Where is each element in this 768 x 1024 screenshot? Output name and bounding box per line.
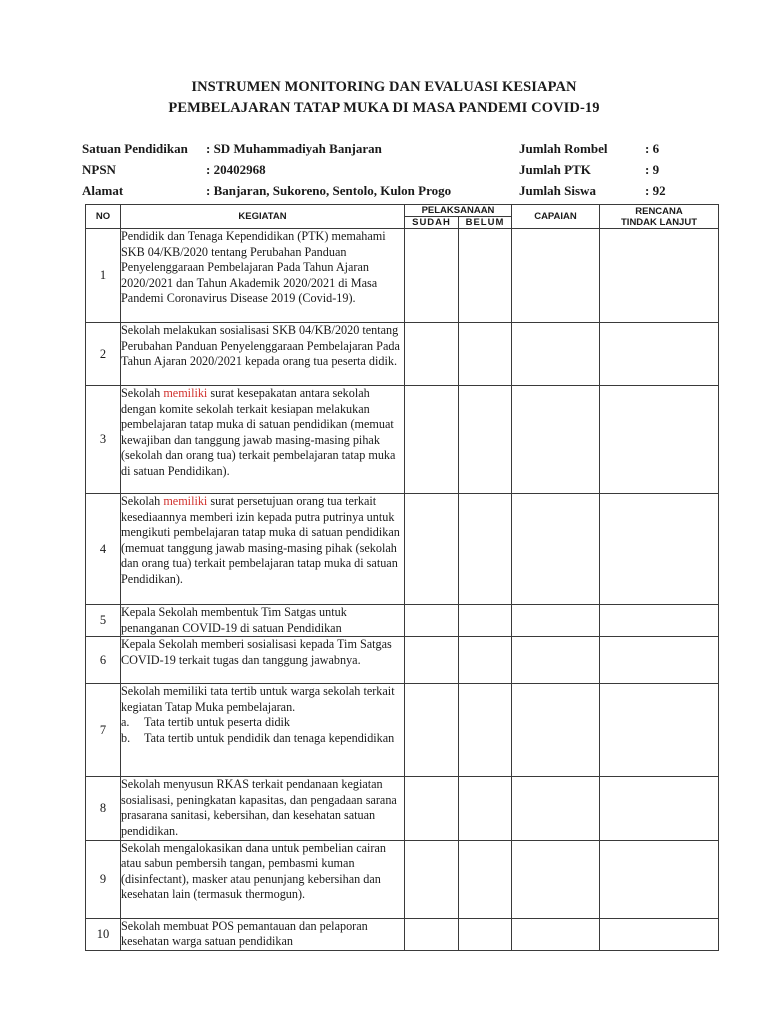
highlighted-word: memiliki — [163, 386, 208, 400]
header-pelaksanaan: PELAKSANAAN — [405, 205, 512, 217]
row-number: 2 — [86, 323, 121, 386]
belum-cell[interactable] — [459, 918, 512, 950]
belum-cell[interactable] — [459, 777, 512, 840]
belum-cell[interactable] — [459, 494, 512, 605]
row-number: 10 — [86, 918, 121, 950]
sudah-cell[interactable] — [405, 494, 459, 605]
header-rencana — [600, 205, 719, 229]
info-row-satuan — [82, 141, 682, 162]
highlighted-word: memiliki — [163, 494, 208, 508]
info-row-alamat — [82, 183, 682, 204]
row-number: 8 — [86, 777, 121, 840]
kegiatan-text-start: Sekolah — [121, 494, 164, 508]
kegiatan-text-end: surat kesepakatan antara sekolah dengan komite sekolah terkait kesiapan melakukan pembelajaran tatap muka di satuan pendidikan (memuat kewajiban dan tanggung jawab masing-masing pihak (sekolah dan orang tua) terkait pembelajaran tatap muka di satuan Pendidikan). — [121, 386, 396, 478]
capaian-cell[interactable] — [512, 918, 600, 950]
belum-cell[interactable] — [459, 605, 512, 637]
satuan-value: : SD Muhammadiyah Banjaran — [206, 141, 382, 156]
row-kegiatan: Kepala Sekolah membentuk Tim Satgas untuk penanganan COVID-19 di satuan Pendidikan — [121, 605, 405, 637]
capaian-cell[interactable] — [512, 386, 600, 494]
rencana-cell[interactable] — [600, 229, 719, 323]
sub-item-a-text: Tata tertib untuk peserta didik — [144, 715, 291, 730]
alamat-value: : Banjaran, Sukoreno, Sentolo, Kulon Progo — [206, 183, 452, 198]
sub-item-b — [121, 731, 404, 747]
sudah-cell[interactable] — [405, 605, 459, 637]
capaian-cell[interactable] — [512, 777, 600, 840]
school-info — [82, 141, 682, 204]
npsn-label: NPSN — [82, 162, 116, 177]
rencana-cell[interactable] — [600, 323, 719, 386]
belum-cell[interactable] — [459, 229, 512, 323]
row-kegiatan — [121, 494, 405, 605]
row-number: 3 — [86, 386, 121, 494]
rencana-cell[interactable] — [600, 840, 719, 918]
header-sudah: SUDAH — [405, 217, 459, 229]
rombel-value: : 6 — [645, 141, 660, 156]
row-kegiatan — [121, 684, 405, 777]
rombel-label: Jumlah Rombel — [519, 141, 608, 156]
capaian-cell[interactable] — [512, 323, 600, 386]
sudah-cell[interactable] — [405, 229, 459, 323]
kegiatan-text: Sekolah memiliki tata tertib untuk warga sekolah terkait kegiatan Tatap Muka pembelajaran. — [121, 684, 395, 714]
row-number: 7 — [86, 684, 121, 777]
table-row — [86, 323, 719, 386]
siswa-label: Jumlah Siswa — [519, 183, 596, 198]
rencana-cell[interactable] — [600, 386, 719, 494]
sub-item-b-text: Tata tertib untuk pendidik dan tenaga kependidikan — [144, 730, 395, 745]
kegiatan-text-end: surat persetujuan orang tua terkait kesediaannya memberi izin kepada putra putrinya untuk mengikuti pembelajaran tatap muka di satuan pendidikan (memuat tanggung jawab masing-masing pihak (sekolah dan orang tua) terkait pembelajaran tatap muka di satuan Pendidikan). — [121, 494, 400, 586]
header-rencana-line1: RENCANA — [635, 205, 683, 217]
rencana-cell[interactable] — [600, 684, 719, 777]
row-kegiatan: Pendidik dan Tenaga Kependidikan (PTK) memahami SKB 04/KB/2020 tentang Perubahan Panduan Penyelenggaraan Pembelajaran Pada Tahun Ajaran 2020/2021 dan Tahun Akademik 2020/2021 di Masa Pandemi Coronavirus Disease 2019 (Covid-19). — [121, 229, 405, 323]
header-rencana-line2: TINDAK LANJUT — [621, 216, 697, 228]
table-row — [86, 840, 719, 918]
row-kegiatan: Sekolah membuat POS pemantauan dan pelaporan kesehatan warga satuan pendidikan — [121, 918, 405, 950]
belum-cell[interactable] — [459, 637, 512, 684]
header-kegiatan: KEGIATAN — [121, 205, 405, 229]
capaian-cell[interactable] — [512, 605, 600, 637]
sudah-cell[interactable] — [405, 637, 459, 684]
row-number: 6 — [86, 637, 121, 684]
belum-cell[interactable] — [459, 840, 512, 918]
rencana-cell[interactable] — [600, 494, 719, 605]
table-row — [86, 918, 719, 950]
satuan-label: Satuan Pendidikan — [82, 141, 188, 156]
belum-cell[interactable] — [459, 323, 512, 386]
rencana-cell[interactable] — [600, 605, 719, 637]
info-row-npsn — [82, 162, 682, 183]
table-row — [86, 684, 719, 777]
header-no: NO — [86, 205, 121, 229]
ptk-label: Jumlah PTK — [519, 162, 591, 177]
monitoring-table — [85, 204, 719, 951]
document-title-line-2: PEMBELAJARAN TATAP MUKA DI MASA PANDEMI COVID-19 — [168, 100, 600, 116]
table-row — [86, 229, 719, 323]
table-row — [86, 777, 719, 840]
capaian-cell[interactable] — [512, 684, 600, 777]
sudah-cell[interactable] — [405, 840, 459, 918]
kegiatan-text-start: Sekolah — [121, 386, 164, 400]
rencana-cell[interactable] — [600, 777, 719, 840]
table-row — [86, 637, 719, 684]
capaian-cell[interactable] — [512, 637, 600, 684]
table-row — [86, 494, 719, 605]
sub-item-a-marker: a. — [121, 715, 130, 730]
row-kegiatan: Sekolah menyusun RKAS terkait pendanaan kegiatan sosialisasi, peningkatan kapasitas, dan pengadaan sarana prasarana sanitasi, kebersihan, dan kesehatan satuan pendidikan. — [121, 777, 405, 840]
sub-item-a — [121, 715, 404, 731]
sudah-cell[interactable] — [405, 323, 459, 386]
row-kegiatan: Sekolah mengalokasikan dana untuk pembelian cairan atau sabun pembersih tangan, pembasmi kuman (disinfectant), masker atau penunjang kebersihan dan kesehatan lain (termasuk thermogun). — [121, 840, 405, 918]
header-belum: BELUM — [459, 217, 512, 229]
capaian-cell[interactable] — [512, 229, 600, 323]
belum-cell[interactable] — [459, 684, 512, 777]
row-number: 4 — [86, 494, 121, 605]
alamat-label: Alamat — [82, 183, 124, 198]
table-row — [86, 605, 719, 637]
rencana-cell[interactable] — [600, 918, 719, 950]
table-row — [86, 386, 719, 494]
sudah-cell[interactable] — [405, 777, 459, 840]
siswa-value: : 92 — [645, 183, 666, 198]
row-number: 5 — [86, 605, 121, 637]
capaian-cell[interactable] — [512, 840, 600, 918]
row-number: 9 — [86, 840, 121, 918]
document-title-line-1: INSTRUMEN MONITORING DAN EVALUASI KESIAPAN — [191, 79, 577, 95]
sudah-cell[interactable] — [405, 684, 459, 777]
row-kegiatan: Sekolah melakukan sosialisasi SKB 04/KB/2020 tentang Perubahan Panduan Penyelenggaraan Pembelajaran Pada Tahun Ajaran 2020/2021 kepada orang tua peserta didik. — [121, 323, 405, 386]
rencana-cell[interactable] — [600, 637, 719, 684]
capaian-cell[interactable] — [512, 494, 600, 605]
sub-item-b-marker: b. — [121, 730, 131, 745]
sudah-cell[interactable] — [405, 386, 459, 494]
sudah-cell[interactable] — [405, 918, 459, 950]
header-capaian: CAPAIAN — [512, 205, 600, 229]
row-kegiatan — [121, 386, 405, 494]
npsn-value: : 20402968 — [206, 162, 266, 177]
belum-cell[interactable] — [459, 386, 512, 494]
row-kegiatan: Kepala Sekolah memberi sosialisasi kepada Tim Satgas COVID-19 terkait tugas dan tanggung jawabnya. — [121, 637, 405, 684]
row-number: 1 — [86, 229, 121, 323]
ptk-value: : 9 — [645, 162, 660, 177]
